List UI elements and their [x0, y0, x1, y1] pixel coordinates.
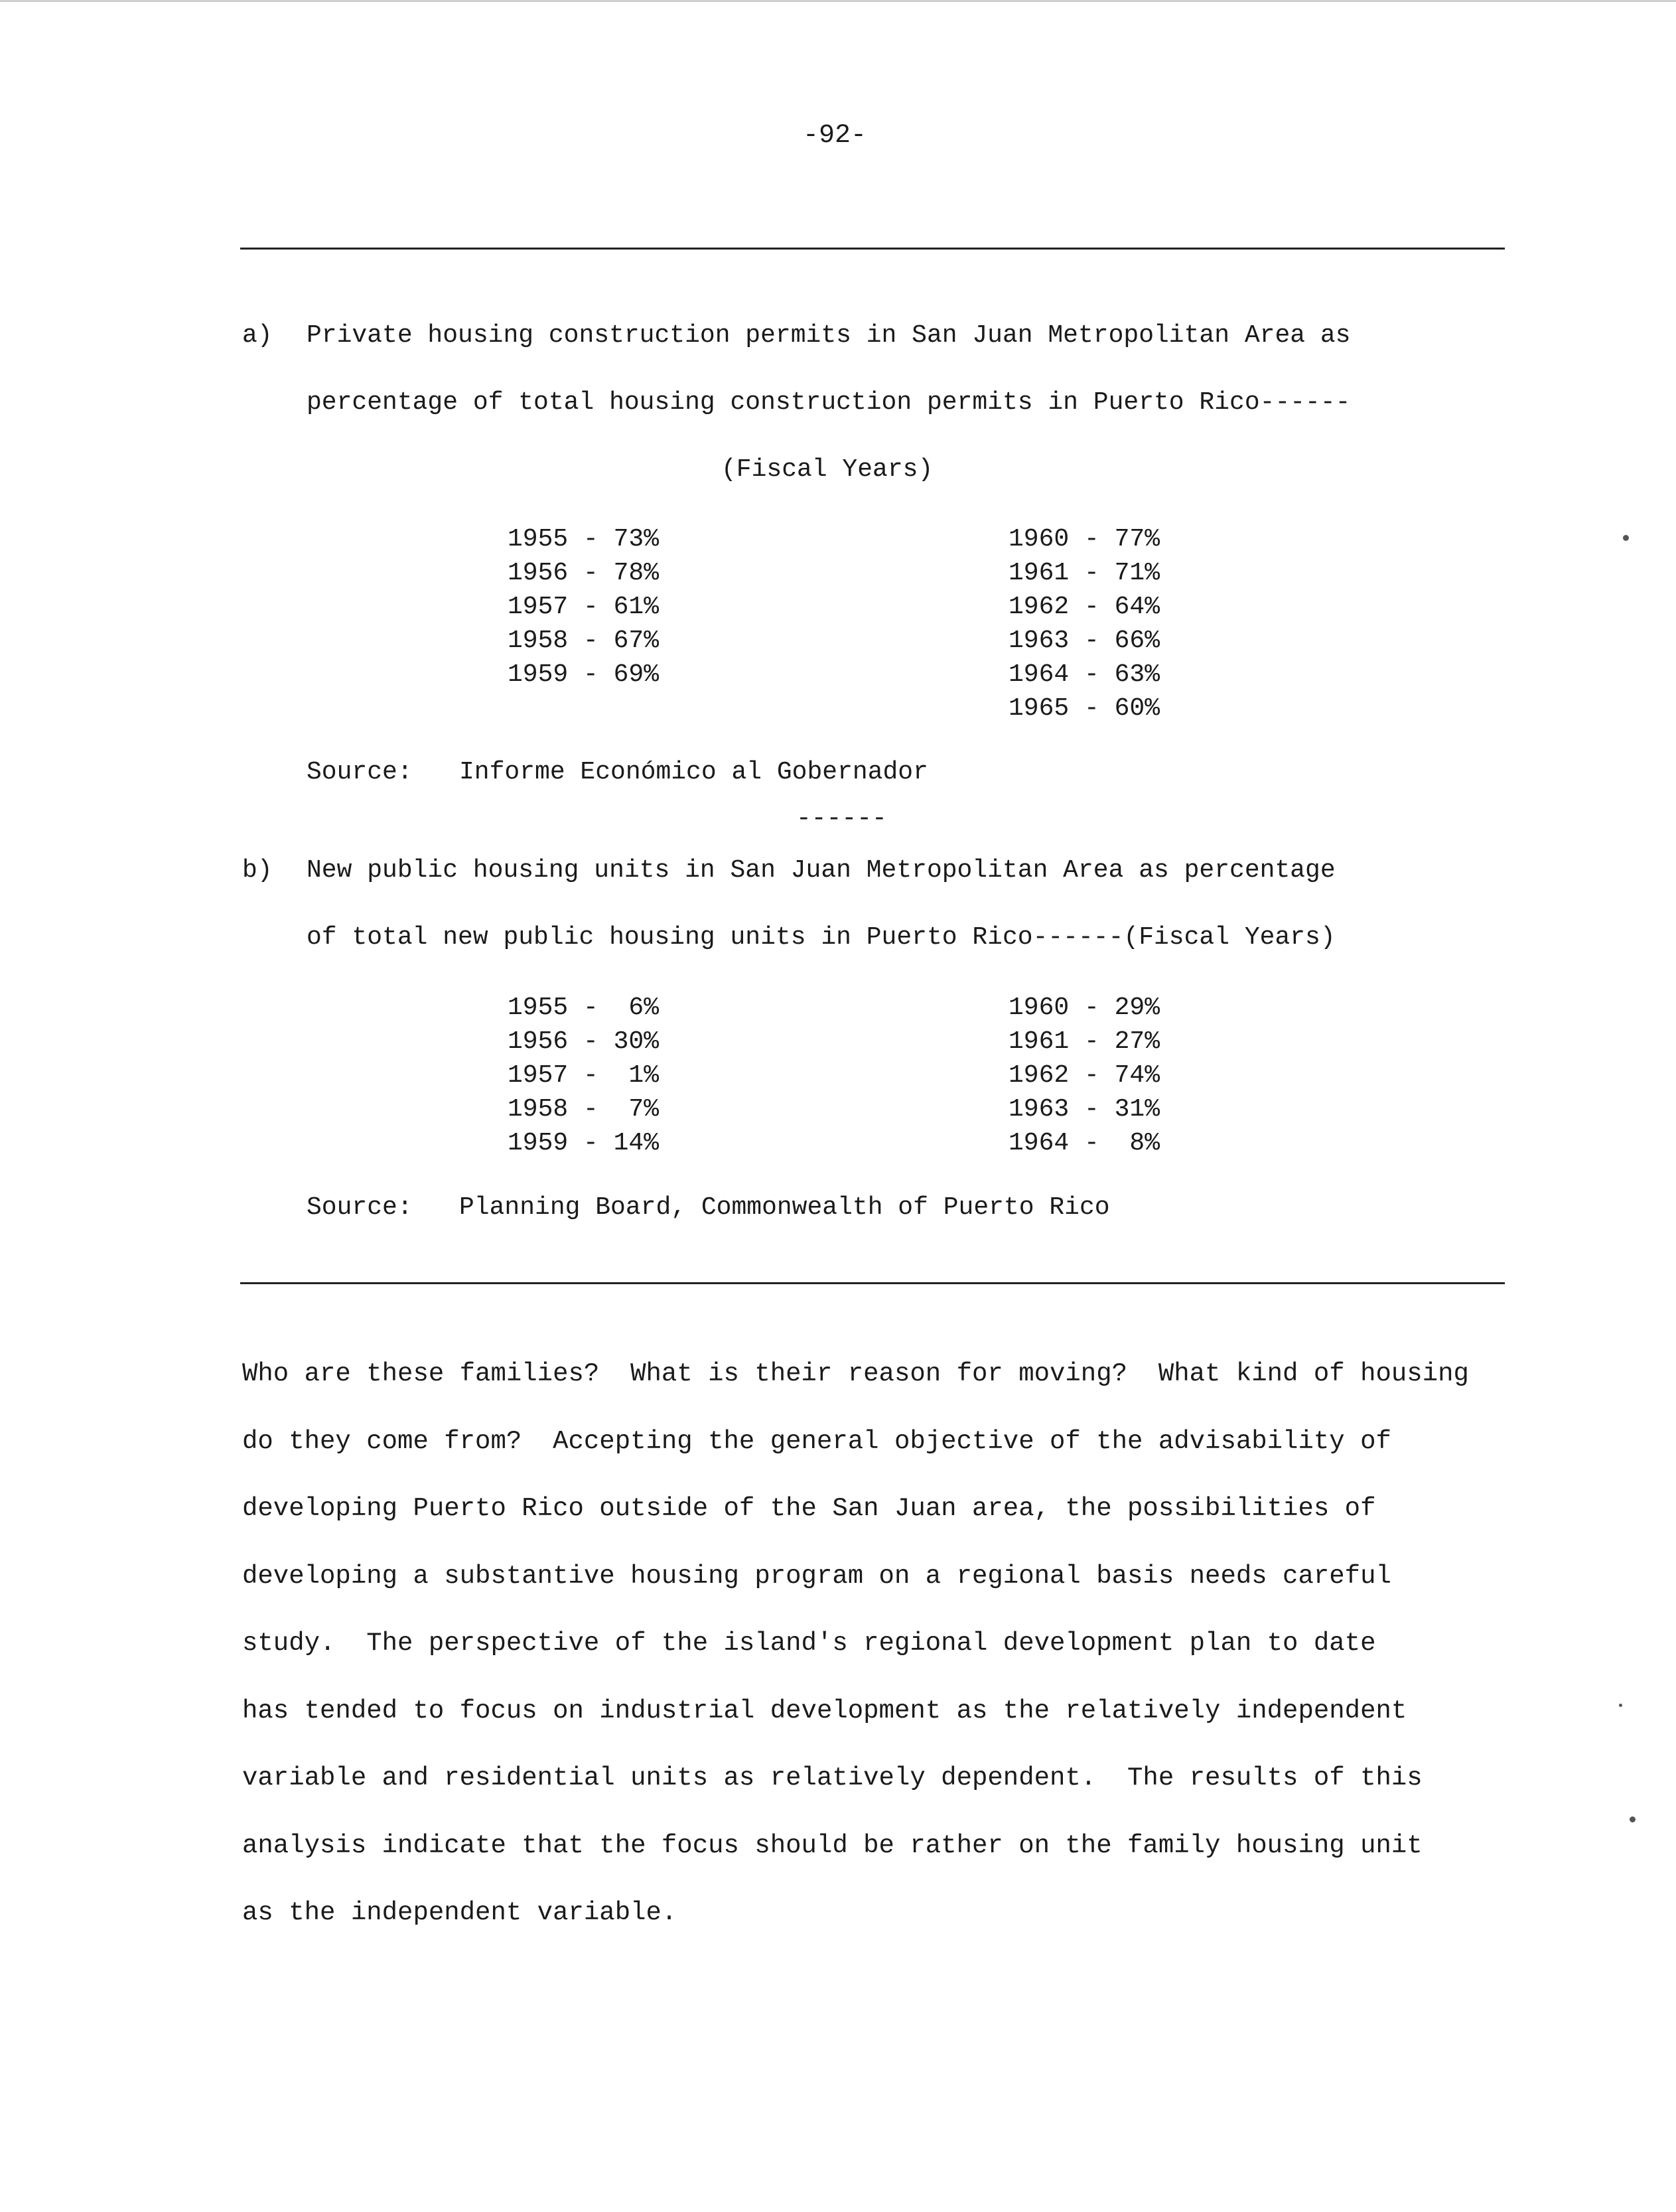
body-line: study. The perspective of the island's regional development plan to date	[242, 1629, 1376, 1658]
section-b-label: b)	[242, 856, 273, 885]
section-b-title-line2: of total new public housing units in Puerto Rico------(Fiscal Years)	[307, 923, 1336, 952]
list-item: 1962 - 74%	[1009, 1061, 1160, 1090]
list-item: 1958 - 7%	[508, 1095, 660, 1124]
section-a-source-label: Source:	[307, 758, 413, 786]
page-top-edge	[0, 0, 1676, 2]
body-line: variable and residential units as relatively dependent. The results of this	[242, 1763, 1423, 1793]
section-b-source-text: Planning Board, Commonwealth of Puerto Rico	[459, 1193, 1110, 1222]
body-line: as the independent variable.	[242, 1898, 677, 1927]
list-item: 1957 - 61%	[508, 593, 660, 621]
body-line: developing a substantive housing program on a regional basis needs careful	[242, 1561, 1391, 1591]
section-b-right-column	[1009, 991, 1160, 1160]
list-item: 1957 - 1%	[508, 1061, 660, 1090]
scan-speck	[1630, 1816, 1636, 1822]
body-line: has tended to focus on industrial development as the relatively independent	[242, 1696, 1407, 1726]
list-item: 1956 - 78%	[508, 559, 660, 587]
list-item: 1955 - 6%	[508, 994, 660, 1022]
section-a-right-column	[1009, 522, 1160, 725]
section-b-left-column	[508, 991, 659, 1160]
body-line: Who are these families? What is their reason for moving? What kind of housing	[242, 1359, 1469, 1388]
list-item: 1959 - 69%	[508, 660, 660, 689]
body-line: do they come from? Accepting the general objective of the advisability of	[242, 1426, 1391, 1456]
scan-speck	[1619, 1704, 1622, 1707]
page-number: -92-	[803, 121, 867, 151]
section-a-source-text: Informe Económico al Gobernador	[459, 758, 928, 786]
section-b-source-label: Source:	[307, 1193, 413, 1222]
body-paragraph	[242, 1341, 1556, 1947]
list-item: 1955 - 73%	[508, 525, 660, 553]
list-item: 1964 - 8%	[1009, 1129, 1160, 1157]
list-item: 1959 - 14%	[508, 1129, 660, 1157]
section-a-title-line2: percentage of total housing construction permits in Puerto Rico------	[307, 388, 1351, 417]
list-item: 1960 - 77%	[1009, 525, 1160, 553]
list-item: 1963 - 31%	[1009, 1095, 1160, 1124]
scan-speck	[1623, 535, 1629, 541]
section-b-title-line1: New public housing units in San Juan Metropolitan Area as percentage	[307, 856, 1336, 885]
body-line: analysis indicate that the focus should be rather on the family housing unit	[242, 1830, 1423, 1860]
list-item: 1961 - 71%	[1009, 559, 1160, 587]
list-item: 1963 - 66%	[1009, 627, 1160, 655]
list-item: 1960 - 29%	[1009, 994, 1160, 1022]
bottom-rule	[240, 1282, 1505, 1284]
list-item: 1961 - 27%	[1009, 1027, 1160, 1056]
section-a-title-line1: Private housing construction permits in San Juan Metropolitan Area as	[307, 321, 1351, 350]
section-a-left-column	[508, 522, 659, 692]
section-separator: ------	[796, 804, 887, 833]
list-item: 1956 - 30%	[508, 1027, 660, 1056]
list-item: 1958 - 67%	[508, 627, 660, 655]
list-item: 1965 - 60%	[1009, 694, 1160, 723]
list-item: 1962 - 64%	[1009, 593, 1160, 621]
section-a-subtitle: (Fiscal Years)	[721, 455, 934, 484]
list-item: 1964 - 63%	[1009, 660, 1160, 689]
top-rule	[240, 248, 1505, 250]
section-a-label: a)	[242, 321, 273, 350]
body-line: developing Puerto Rico outside of the San Juan area, the possibilities of	[242, 1494, 1376, 1523]
